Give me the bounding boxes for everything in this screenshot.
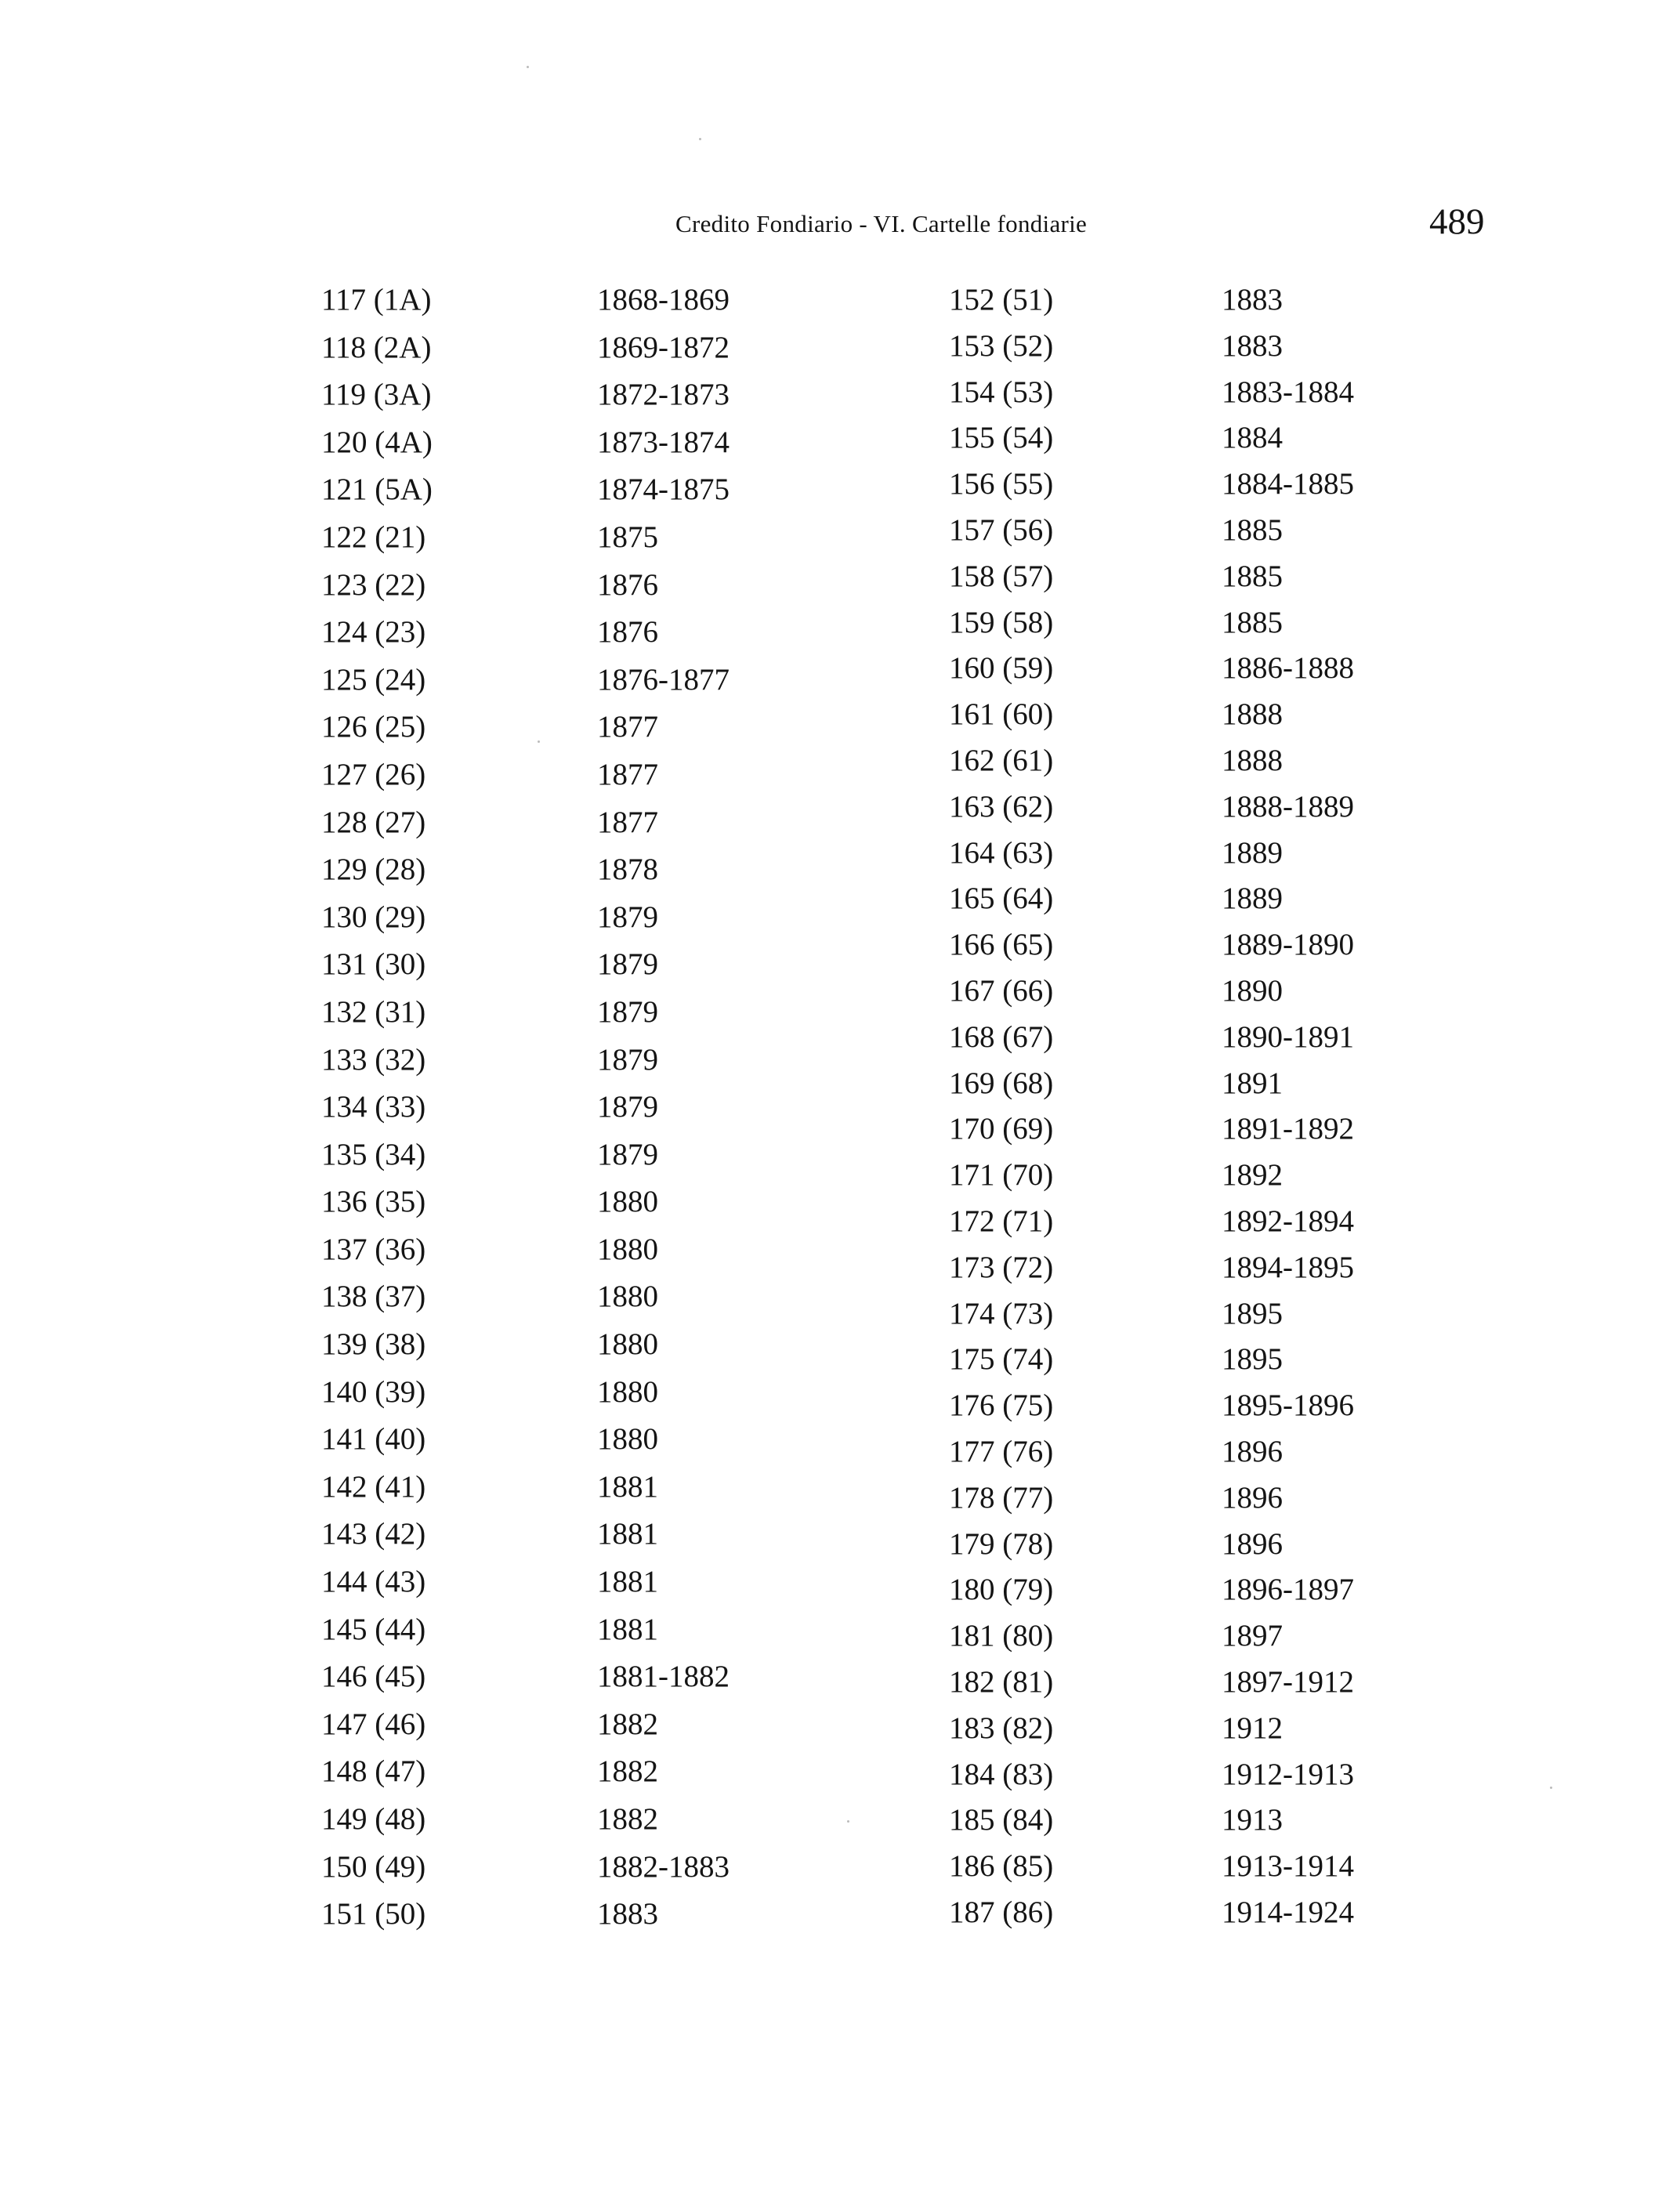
record-id: 134 (33) (321, 1090, 426, 1124)
table-row (949, 650, 1354, 697)
record-years: 1890 (1222, 973, 1283, 1008)
record-id: 164 (63) (949, 835, 1054, 870)
right-column (949, 282, 1354, 1941)
record-id: 133 (32) (321, 1042, 426, 1077)
record-id: 178 (77) (949, 1480, 1054, 1515)
table-row (949, 282, 1354, 328)
record-years: 1913-1914 (1222, 1849, 1354, 1884)
record-years: 1882 (597, 1754, 658, 1789)
table-row (949, 1111, 1354, 1157)
record-years: 1880 (597, 1232, 658, 1266)
table-row (321, 1137, 730, 1185)
record-years: 1885 (1222, 559, 1283, 593)
record-id: 152 (51) (949, 283, 1054, 317)
table-row (321, 709, 730, 757)
table-row (949, 1066, 1354, 1112)
record-years: 1881-1882 (597, 1660, 730, 1694)
table-row (949, 328, 1354, 375)
record-id: 143 (42) (321, 1517, 426, 1551)
scan-speck (527, 66, 529, 68)
table-row (321, 567, 730, 615)
record-years: 1883-1884 (1222, 375, 1354, 409)
record-years: 1912 (1222, 1711, 1283, 1745)
table-row (949, 927, 1354, 973)
table-row (321, 1374, 730, 1422)
record-id: 155 (54) (949, 421, 1054, 455)
table-row (949, 1296, 1354, 1342)
table-row (321, 900, 730, 947)
record-id: 145 (44) (321, 1612, 426, 1646)
table-row (949, 1802, 1354, 1848)
record-id: 144 (43) (321, 1565, 426, 1599)
record-id: 117 (1A) (321, 283, 432, 317)
record-years: 1896 (1222, 1526, 1283, 1561)
record-id: 126 (25) (321, 710, 426, 744)
record-years: 1877 (597, 757, 658, 791)
table-row (949, 1341, 1354, 1388)
record-id: 119 (3A) (321, 378, 432, 412)
record-years: 1876 (597, 615, 658, 650)
table-row (949, 1618, 1354, 1664)
table-row (949, 1434, 1354, 1480)
record-years: 1913 (1222, 1803, 1283, 1837)
table-row (949, 1388, 1354, 1434)
record-years: 1879 (597, 1042, 658, 1077)
record-years: 1897 (1222, 1619, 1283, 1653)
record-id: 158 (57) (949, 559, 1054, 593)
table-row (321, 1232, 730, 1280)
record-years: 1881 (597, 1612, 658, 1646)
record-id: 132 (31) (321, 994, 426, 1029)
table-row (321, 1042, 730, 1090)
record-years: 1875 (597, 520, 658, 554)
record-years: 1889-1890 (1222, 928, 1354, 962)
table-row (321, 520, 730, 567)
record-years: 1895 (1222, 1296, 1283, 1331)
table-row (949, 559, 1354, 605)
table-row (321, 1612, 730, 1660)
record-years: 1885 (1222, 605, 1283, 639)
record-id: 175 (74) (949, 1342, 1054, 1377)
scan-speck (538, 740, 540, 743)
record-id: 179 (78) (949, 1526, 1054, 1561)
record-id: 184 (83) (949, 1757, 1054, 1791)
table-row (321, 1279, 730, 1327)
record-id: 141 (40) (321, 1422, 426, 1457)
record-years: 1879 (597, 900, 658, 934)
record-id: 177 (76) (949, 1434, 1054, 1468)
scan-speck (1550, 1787, 1552, 1789)
table-row (949, 1204, 1354, 1250)
record-id: 160 (59) (949, 651, 1054, 686)
record-id: 136 (35) (321, 1185, 426, 1219)
table-row (321, 1327, 730, 1374)
record-id: 120 (4A) (321, 425, 433, 459)
record-years: 1896-1897 (1222, 1573, 1354, 1607)
table-row (321, 662, 730, 710)
record-years: 1895-1896 (1222, 1388, 1354, 1423)
record-years: 1883 (597, 1897, 658, 1932)
table-row (949, 1019, 1354, 1066)
record-years: 1880 (597, 1185, 658, 1219)
record-id: 170 (69) (949, 1112, 1054, 1146)
record-years: 1881 (597, 1517, 658, 1551)
record-id: 173 (72) (949, 1250, 1054, 1284)
record-years: 1868-1869 (597, 283, 730, 317)
record-years: 1879 (597, 1090, 658, 1124)
record-years: 1889 (1222, 882, 1283, 916)
record-id: 185 (84) (949, 1803, 1054, 1837)
record-years: 1872-1873 (597, 378, 730, 412)
table-row (321, 614, 730, 662)
record-years: 1897-1912 (1222, 1664, 1354, 1699)
table-row (949, 605, 1354, 651)
record-years: 1883 (1222, 328, 1283, 363)
table-row (321, 852, 730, 900)
table-row (321, 1896, 730, 1944)
record-id: 162 (61) (949, 743, 1054, 777)
record-id: 142 (41) (321, 1469, 426, 1504)
record-years: 1882 (597, 1707, 658, 1741)
record-years: 1883 (1222, 283, 1283, 317)
record-id: 123 (22) (321, 567, 426, 602)
record-years: 1892-1894 (1222, 1204, 1354, 1238)
record-years: 1879 (597, 947, 658, 982)
record-years: 1882-1883 (597, 1849, 730, 1884)
table-row (321, 1421, 730, 1469)
record-years: 1891-1892 (1222, 1112, 1354, 1146)
table-row (949, 743, 1354, 789)
record-id: 148 (47) (321, 1754, 426, 1789)
table-row (321, 1801, 730, 1849)
record-id: 154 (53) (949, 375, 1054, 409)
table-row (949, 881, 1354, 927)
record-years: 1888 (1222, 697, 1283, 732)
record-id: 171 (70) (949, 1158, 1054, 1193)
table-row (321, 1184, 730, 1232)
record-id: 186 (85) (949, 1849, 1054, 1884)
record-id: 187 (86) (949, 1895, 1054, 1929)
record-id: 157 (56) (949, 512, 1054, 547)
record-id: 137 (36) (321, 1232, 426, 1266)
table-row (321, 1564, 730, 1612)
table-row (949, 1664, 1354, 1711)
record-years: 1876-1877 (597, 662, 730, 697)
record-years: 1880 (597, 1327, 658, 1362)
table-row (949, 466, 1354, 512)
record-id: 172 (71) (949, 1204, 1054, 1238)
record-id: 181 (80) (949, 1619, 1054, 1653)
record-years: 1881 (597, 1469, 658, 1504)
record-id: 169 (68) (949, 1066, 1054, 1100)
table-row (321, 757, 730, 805)
record-id: 139 (38) (321, 1327, 426, 1362)
record-years: 1896 (1222, 1480, 1283, 1515)
record-id: 147 (46) (321, 1707, 426, 1741)
record-id: 165 (64) (949, 882, 1054, 916)
record-id: 130 (29) (321, 900, 426, 934)
record-years: 1873-1874 (597, 425, 730, 459)
record-id: 176 (75) (949, 1388, 1054, 1423)
record-id: 150 (49) (321, 1849, 426, 1884)
record-id: 140 (39) (321, 1374, 426, 1409)
record-years: 1885 (1222, 512, 1283, 547)
record-id: 118 (2A) (321, 330, 432, 364)
record-id: 183 (82) (949, 1711, 1054, 1745)
record-years: 1880 (597, 1374, 658, 1409)
record-id: 161 (60) (949, 697, 1054, 732)
record-id: 166 (65) (949, 928, 1054, 962)
table-row (321, 1754, 730, 1801)
record-years: 1880 (597, 1422, 658, 1457)
record-id: 131 (30) (321, 947, 426, 982)
record-id: 149 (48) (321, 1802, 426, 1836)
table-row (949, 1480, 1354, 1526)
record-years: 1869-1872 (597, 330, 730, 364)
scan-speck (699, 138, 701, 140)
record-years: 1881 (597, 1565, 658, 1599)
table-row (949, 375, 1354, 421)
record-id: 156 (55) (949, 467, 1054, 501)
table-row (949, 1572, 1354, 1618)
record-years: 1882 (597, 1802, 658, 1836)
record-id: 146 (45) (321, 1660, 426, 1694)
table-row (321, 947, 730, 994)
table-row (949, 1711, 1354, 1757)
table-row (321, 1707, 730, 1754)
table-row (321, 330, 730, 378)
record-years: 1884 (1222, 421, 1283, 455)
table-row (949, 1895, 1354, 1941)
record-years: 1877 (597, 805, 658, 839)
table-row (321, 472, 730, 520)
record-years: 1877 (597, 710, 658, 744)
table-row (321, 1516, 730, 1564)
record-id: 129 (28) (321, 853, 426, 887)
record-id: 122 (21) (321, 520, 426, 554)
table-row (321, 377, 730, 425)
record-years: 1889 (1222, 835, 1283, 870)
record-years: 1895 (1222, 1342, 1283, 1377)
table-row (949, 973, 1354, 1019)
record-id: 138 (37) (321, 1280, 426, 1314)
record-id: 174 (73) (949, 1296, 1054, 1331)
record-years: 1879 (597, 994, 658, 1029)
record-years: 1874-1875 (597, 472, 730, 507)
record-id: 182 (81) (949, 1664, 1054, 1699)
table-row (321, 1469, 730, 1517)
record-years: 1896 (1222, 1434, 1283, 1468)
table-row (949, 1526, 1354, 1573)
table-row (321, 994, 730, 1042)
table-row (321, 805, 730, 853)
record-id: 168 (67) (949, 1019, 1054, 1054)
record-years: 1892 (1222, 1158, 1283, 1193)
record-years: 1890-1891 (1222, 1019, 1354, 1054)
table-row (949, 1848, 1354, 1895)
record-id: 125 (24) (321, 662, 426, 697)
table-row (321, 1659, 730, 1707)
table-row (949, 512, 1354, 559)
record-years: 1894-1895 (1222, 1250, 1354, 1284)
record-id: 151 (50) (321, 1897, 426, 1932)
page-number: 489 (1429, 201, 1485, 242)
table-row (949, 1250, 1354, 1296)
running-title: Credito Fondiario - VI. Cartelle fondiarie (675, 210, 1088, 237)
table-row (321, 425, 730, 472)
record-years: 1886-1888 (1222, 651, 1354, 686)
record-id: 153 (52) (949, 328, 1054, 363)
table-row (949, 697, 1354, 743)
record-id: 159 (58) (949, 605, 1054, 639)
scan-speck (847, 1820, 849, 1823)
record-years: 1891 (1222, 1066, 1283, 1100)
record-years: 1878 (597, 853, 658, 887)
table-row (321, 1089, 730, 1137)
record-id: 163 (62) (949, 789, 1054, 824)
record-years: 1884-1885 (1222, 467, 1354, 501)
record-years: 1914-1924 (1222, 1895, 1354, 1929)
table-row (321, 1849, 730, 1897)
table-row (321, 282, 730, 330)
record-id: 180 (79) (949, 1573, 1054, 1607)
left-column (321, 282, 730, 1944)
record-id: 127 (26) (321, 757, 426, 791)
table-row (949, 1157, 1354, 1204)
table-row (949, 1757, 1354, 1803)
table-row (949, 420, 1354, 466)
record-id: 121 (5A) (321, 472, 433, 507)
record-years: 1880 (597, 1280, 658, 1314)
record-years: 1876 (597, 567, 658, 602)
record-id: 135 (34) (321, 1137, 426, 1171)
table-row (949, 789, 1354, 835)
record-years: 1888-1889 (1222, 789, 1354, 824)
record-years: 1879 (597, 1137, 658, 1171)
record-years: 1888 (1222, 743, 1283, 777)
record-id: 167 (66) (949, 973, 1054, 1008)
record-id: 124 (23) (321, 615, 426, 650)
table-row (949, 835, 1354, 882)
record-years: 1912-1913 (1222, 1757, 1354, 1791)
record-id: 128 (27) (321, 805, 426, 839)
